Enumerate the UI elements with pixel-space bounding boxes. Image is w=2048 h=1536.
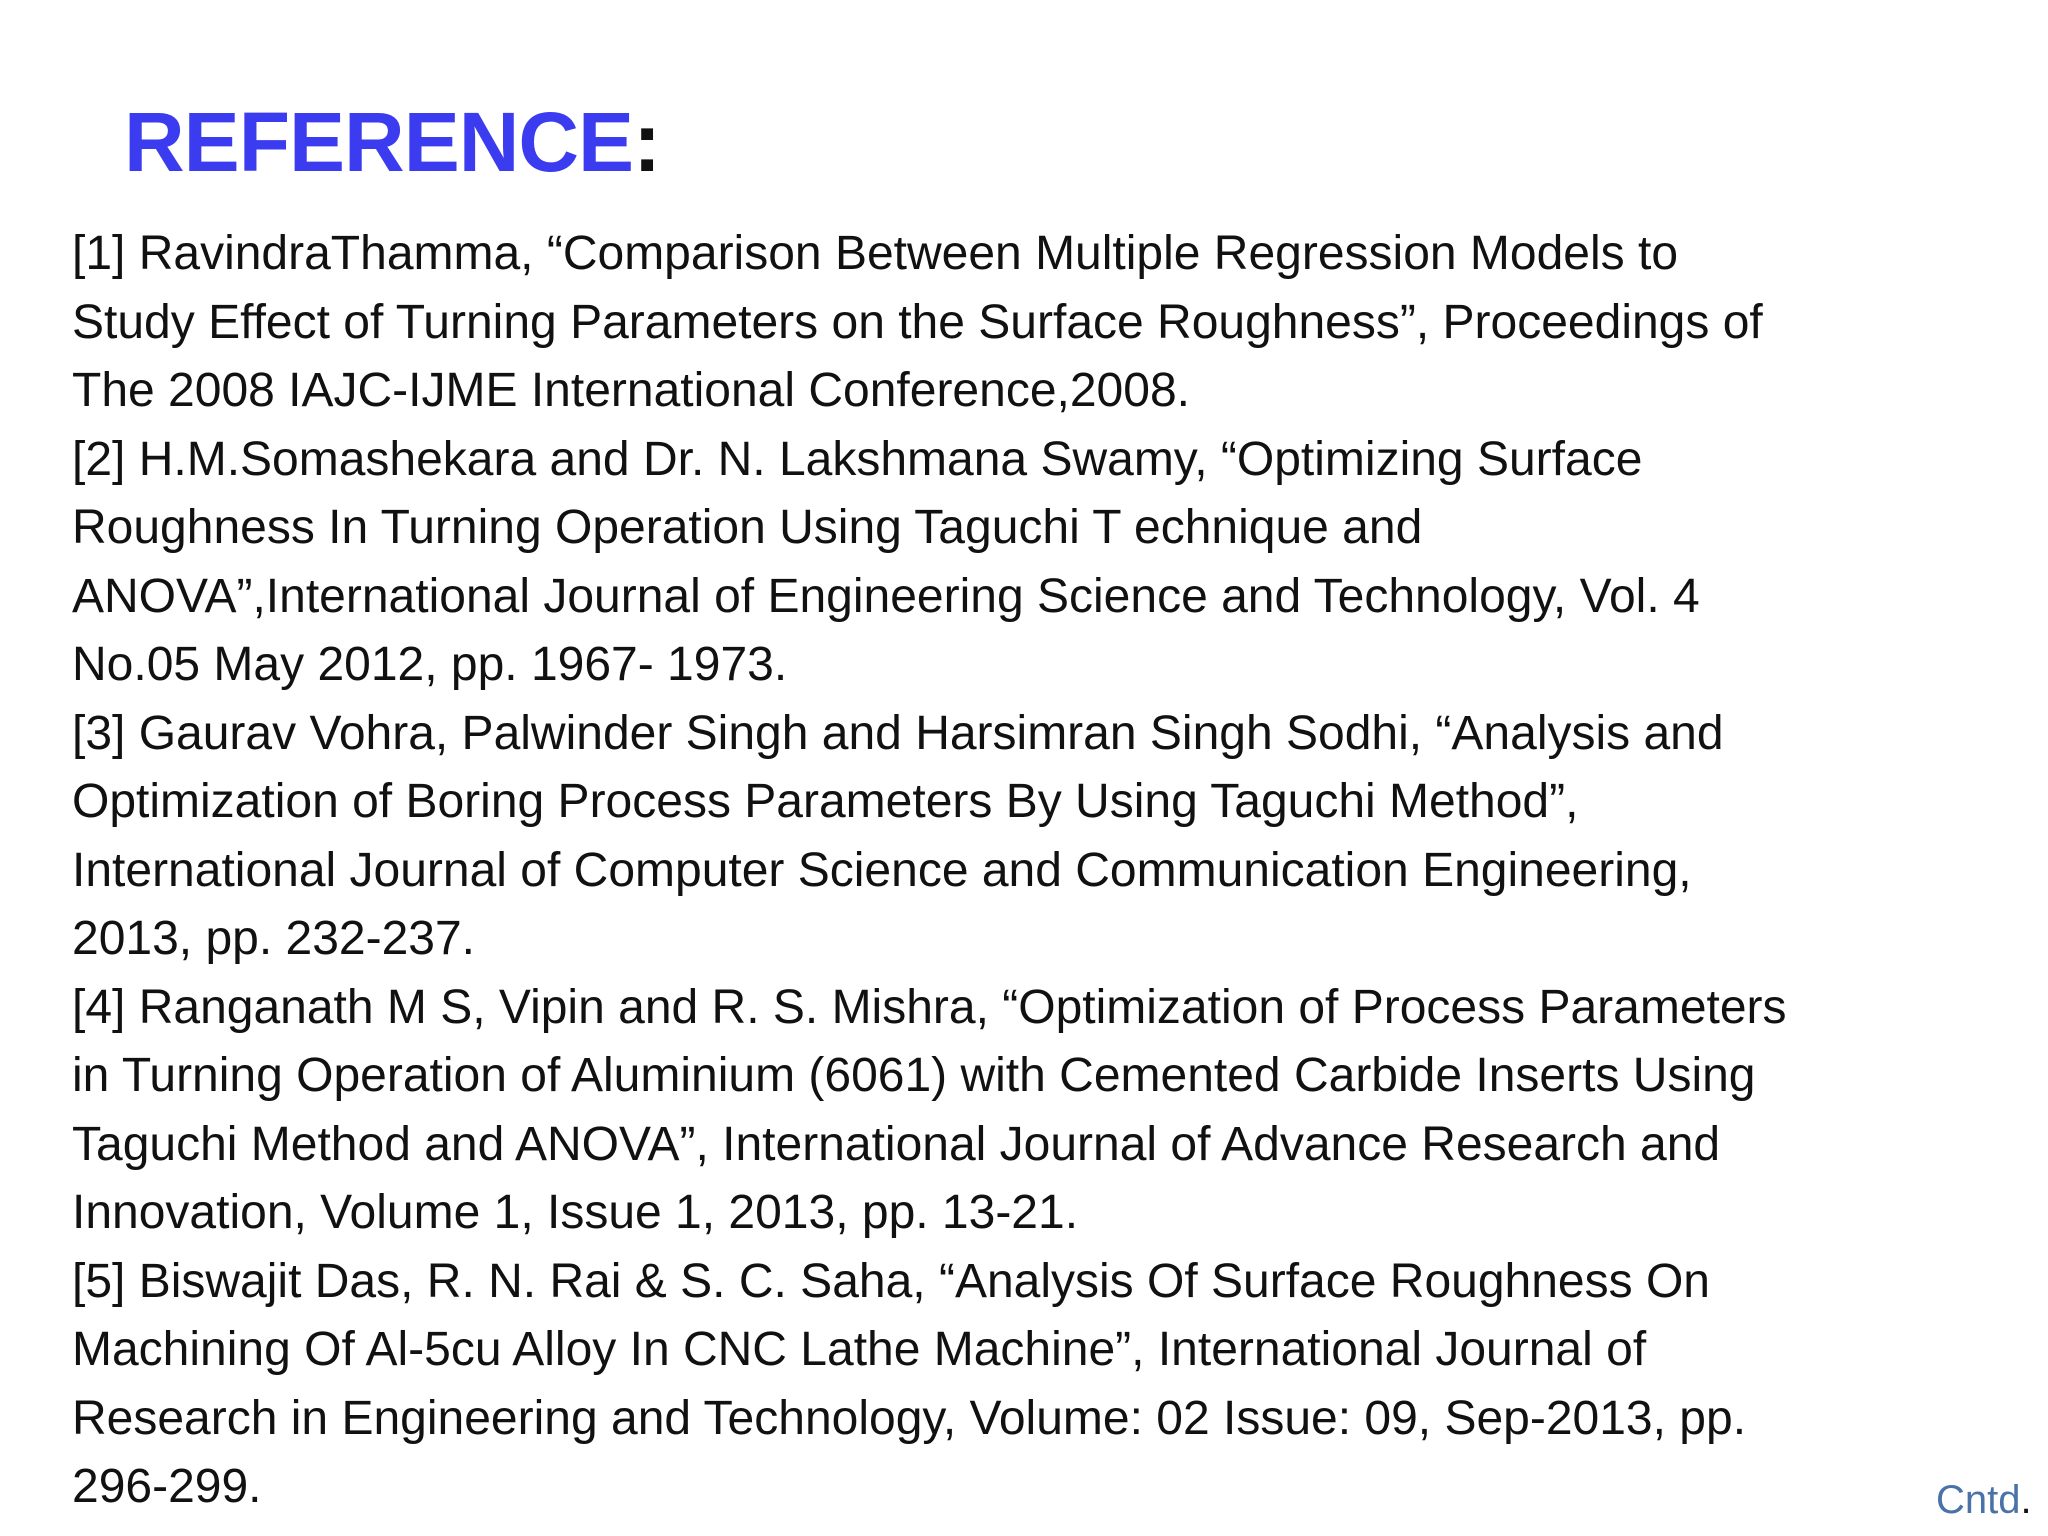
reference-item-3 [72, 700, 1972, 974]
reference-line: No.05 May 2012, pp. 1967- 1973. [72, 638, 788, 691]
slide-title [124, 96, 660, 188]
reference-line: [5] Biswajit Das, R. N. Rai & S. C. Saha, “Analysis Of Surface Roughness On [72, 1254, 1710, 1308]
slide-title-word: REFERENCE [124, 95, 634, 189]
reference-line: in Turning Operation of Aluminium (6061) with Cemented Carbide Inserts Using [72, 1049, 1756, 1102]
reference-item-5 [72, 1248, 1972, 1522]
reference-line: The 2008 IAJC-IJME International Conference,2008. [72, 364, 1190, 417]
reference-line: 296-299. [72, 1460, 262, 1513]
reference-item-2 [72, 426, 1972, 700]
reference-line: International Journal of Computer Science and Communication Engineering, [72, 843, 1692, 897]
continued-dot: . [2020, 1478, 2032, 1522]
reference-line: [3] Gaurav Vohra, Palwinder Singh and Harsimran Singh Sodhi, “Analysis and [72, 706, 1724, 760]
reference-line: Roughness In Turning Operation Using Taguchi T echnique and [72, 501, 1423, 554]
reference-list [72, 220, 1972, 1522]
slide-title-colon: : [633, 95, 661, 189]
reference-line: [4] Ranganath M S, Vipin and R. S. Mishra, “Optimization of Process Parameters [72, 980, 1787, 1034]
reference-line: Innovation, Volume 1, Issue 1, 2013, pp. 13-21. [72, 1186, 1079, 1239]
reference-line: [1] RavindraThamma, “Comparison Between Multiple Regression Models to [72, 227, 1679, 280]
reference-line: [2] H.M.Somashekara and Dr. N. Lakshmana Swamy, “Optimizing Surface [72, 432, 1643, 486]
reference-line: ANOVA”,International Journal of Engineering Science and Technology, Vol. 4 [72, 569, 1700, 623]
reference-line: Machining Of Al-5cu Alloy In CNC Lathe Machine”, International Journal of [72, 1323, 1647, 1376]
reference-item-1 [72, 220, 1972, 426]
reference-line: Taguchi Method and ANOVA”, International Journal of Advance Research and [72, 1117, 1721, 1171]
reference-line: Study Effect of Turning Parameters on the Surface Roughness”, Proceedings of [72, 295, 1763, 349]
continued-word: Cntd [1936, 1478, 2021, 1522]
reference-line: 2013, pp. 232-237. [72, 912, 476, 965]
reference-line: Research in Engineering and Technology, Volume: 02 Issue: 09, Sep-2013, pp. [72, 1391, 1747, 1445]
reference-line: Optimization of Boring Process Parameters By Using Taguchi Method”, [72, 775, 1579, 828]
continued-label [1936, 1476, 2032, 1524]
reference-item-4 [72, 974, 1972, 1248]
